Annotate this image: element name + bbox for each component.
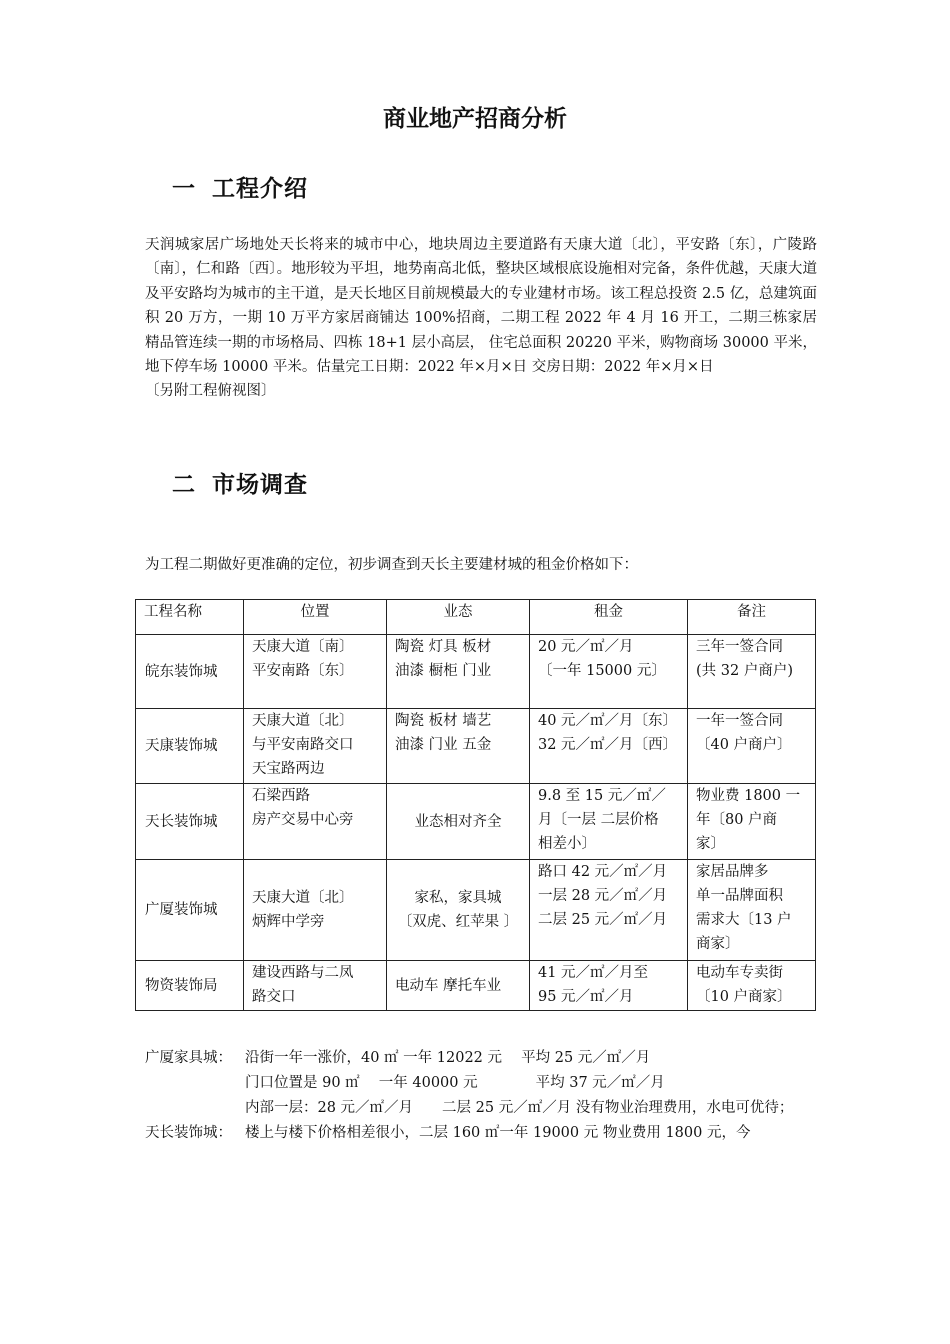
row-rent [530, 635, 688, 709]
cell-line: 天康大道〔北〕 [252, 890, 354, 906]
table-header-row [136, 600, 816, 635]
cell-line: 40 元／㎡／月〔东〕 [538, 713, 678, 729]
note-text: 门口位置是 90 ㎡ 一年 40000 元 平均 37 元／㎡／月 [245, 1075, 665, 1091]
cell-line: 炳辉中学旁 [252, 914, 325, 930]
row-remark [688, 709, 816, 784]
page-title: 商业地产招商分析 [383, 106, 567, 132]
section-number: 二 [172, 472, 196, 498]
cell-line: 〔一年 15000 元〕 [538, 663, 666, 679]
intro-note: 〔另附工程俯视图〕 [145, 383, 276, 400]
table-row [136, 709, 816, 784]
row-rent [530, 860, 688, 961]
note-row [145, 1046, 815, 1071]
cell-line: 95 元／㎡／月 [538, 989, 634, 1005]
cell-line: 路口 42 元／㎡／月 [538, 864, 668, 880]
cell-line: 三年一签合同 [696, 639, 783, 655]
row-remark [688, 635, 816, 709]
row-rent [530, 961, 688, 1011]
row-location [244, 784, 387, 860]
row-name: 皖东装饰城 [136, 635, 244, 709]
cell-line: 电动车 摩托车业 [395, 977, 502, 994]
section-heading-project [172, 170, 308, 203]
header-name: 工程名称 [136, 600, 244, 635]
cell-line: 9.8 至 15 元／㎡／ [538, 788, 666, 804]
table-row [136, 635, 816, 709]
cell-line: 家居品牌多 [696, 864, 769, 880]
section-title: 市场调查 [212, 472, 308, 498]
section-number: 一 [172, 176, 196, 202]
cell-line: 32 元／㎡／月〔西〕 [538, 737, 678, 753]
cell-line: 天宝路两边 [252, 761, 325, 777]
intro-text: 天润城家居广场地处天长将来的城市中心，地块周边主要道路有天康大道〔北〕，平安路〔东〕，广陵路〔南〕，仁和路〔西〕。地形较为平坦，地势南高北低，整块区域根底设施相对完备，条件优越，天康大道及平安路均为城市的主干道，是天长地区目前规模最大的专业建材市场。该工程总投资 2.5 亿，总建筑面积 20 万方，一期 10 万平方家居商铺达 100%招商，二期工程 2022 年 4 月 16 开工，二期三栋家居精品管连续一期的市场格局、四栋 18+1 层小高层， 住宅总面积 20220 平米，购物商场 30000 平米，地下停车场 10000 平米。估量完工日期：2022 年×月×日 交房日期：2022 年×月×日 [145, 237, 817, 376]
cell-line: 平安南路〔东〕 [252, 663, 354, 679]
table-row [136, 860, 816, 961]
note-text: 内部一层：28 元／㎡／月 二层 25 元／㎡／月 没有物业治理费用，水电可优待； [245, 1100, 794, 1116]
section-heading-market [172, 466, 308, 499]
survey-intro: 为工程二期做好更准确的定位，初步调查到天长主要建材城的租金价格如下： [145, 557, 638, 573]
notes-block [145, 1046, 815, 1146]
note-row [145, 1071, 815, 1096]
cell-line: 天康大道〔北〕 [252, 713, 354, 729]
table-row [136, 784, 816, 860]
note-row [145, 1121, 815, 1146]
cell-line: 陶瓷 板材 墙艺 [395, 713, 492, 729]
note-label: 天长装饰城： [145, 1125, 232, 1141]
row-business [387, 635, 530, 709]
cell-line: 业态相对齐全 [414, 813, 502, 830]
cell-line: 电动车专卖街 [696, 965, 783, 981]
cell-line: 与平安南路交口 [252, 737, 354, 753]
table-row [136, 961, 816, 1011]
header-remark: 备注 [688, 600, 816, 635]
cell-line: 路交口 [252, 989, 296, 1005]
row-business [387, 709, 530, 784]
row-name: 天康装饰城 [136, 709, 244, 784]
cell-line: 建设西路与二凤 [252, 965, 354, 981]
note-label [145, 1071, 245, 1096]
cell-line: 石梁西路 [252, 788, 310, 804]
cell-line: 陶瓷 灯具 板材 [395, 639, 492, 655]
row-name: 天长装饰城 [136, 784, 244, 860]
row-business [387, 860, 530, 961]
cell-line: 月〔一层 二层价格 [538, 812, 659, 828]
project-intro-paragraph [145, 233, 817, 404]
row-remark [688, 860, 816, 961]
note-text: 沿街一年一涨价，40 ㎡ 一年 12022 元 平均 25 元／㎡／月 [245, 1050, 651, 1066]
row-name: 广厦装饰城 [136, 860, 244, 961]
row-remark [688, 784, 816, 860]
cell-line: 家〕 [696, 836, 725, 852]
section-title: 工程介绍 [212, 176, 308, 202]
cell-line: 商家〕 [696, 936, 740, 952]
note-label: 广厦家具城： [145, 1050, 232, 1066]
cell-line: 房产交易中心旁 [252, 812, 354, 828]
cell-line: 〔10 户商家〕 [696, 989, 792, 1005]
cell-line: 物业费 1800 一 [696, 788, 801, 804]
row-name: 物资装饰局 [136, 961, 244, 1011]
row-remark [688, 961, 816, 1011]
cell-line: 〔双虎、红苹果 〕 [397, 914, 519, 930]
cell-line: 油漆 橱柜 门业 [395, 663, 492, 679]
row-location [244, 635, 387, 709]
cell-line: 年〔80 户商 [696, 812, 778, 828]
cell-line: 相差小〕 [538, 836, 596, 852]
cell-line: 家私，家具城 [414, 890, 502, 906]
row-business [387, 961, 530, 1011]
cell-line: 〔40 户商户〕 [696, 737, 792, 753]
cell-line: 需求大〔13 户 [696, 912, 792, 928]
cell-line: (共 32 户商户) [696, 663, 793, 679]
cell-line: 20 元／㎡／月 [538, 639, 634, 655]
header-location: 位置 [244, 600, 387, 635]
cell-line: 一年一签合同 [696, 713, 783, 729]
cell-line: 二层 25 元／㎡／月 [538, 912, 668, 928]
row-rent [530, 709, 688, 784]
cell-line: 油漆 门业 五金 [395, 737, 492, 753]
cell-line: 单一品牌面积 [696, 888, 783, 904]
note-row [145, 1096, 815, 1121]
cell-line: 41 元／㎡／月至 [538, 965, 649, 981]
row-business [387, 784, 530, 860]
note-text: 楼上与楼下价格相差很小，二层 160 ㎡一年 19000 元 物业费用 1800 元，今 [245, 1125, 751, 1141]
note-label [145, 1096, 245, 1121]
cell-line: 一层 28 元／㎡／月 [538, 888, 668, 904]
header-business: 业态 [387, 600, 530, 635]
rent-table [135, 599, 816, 1011]
row-location [244, 709, 387, 784]
header-rent: 租金 [530, 600, 688, 635]
cell-line: 天康大道〔南〕 [252, 639, 354, 655]
row-location [244, 961, 387, 1011]
row-location [244, 860, 387, 961]
row-rent [530, 784, 688, 860]
